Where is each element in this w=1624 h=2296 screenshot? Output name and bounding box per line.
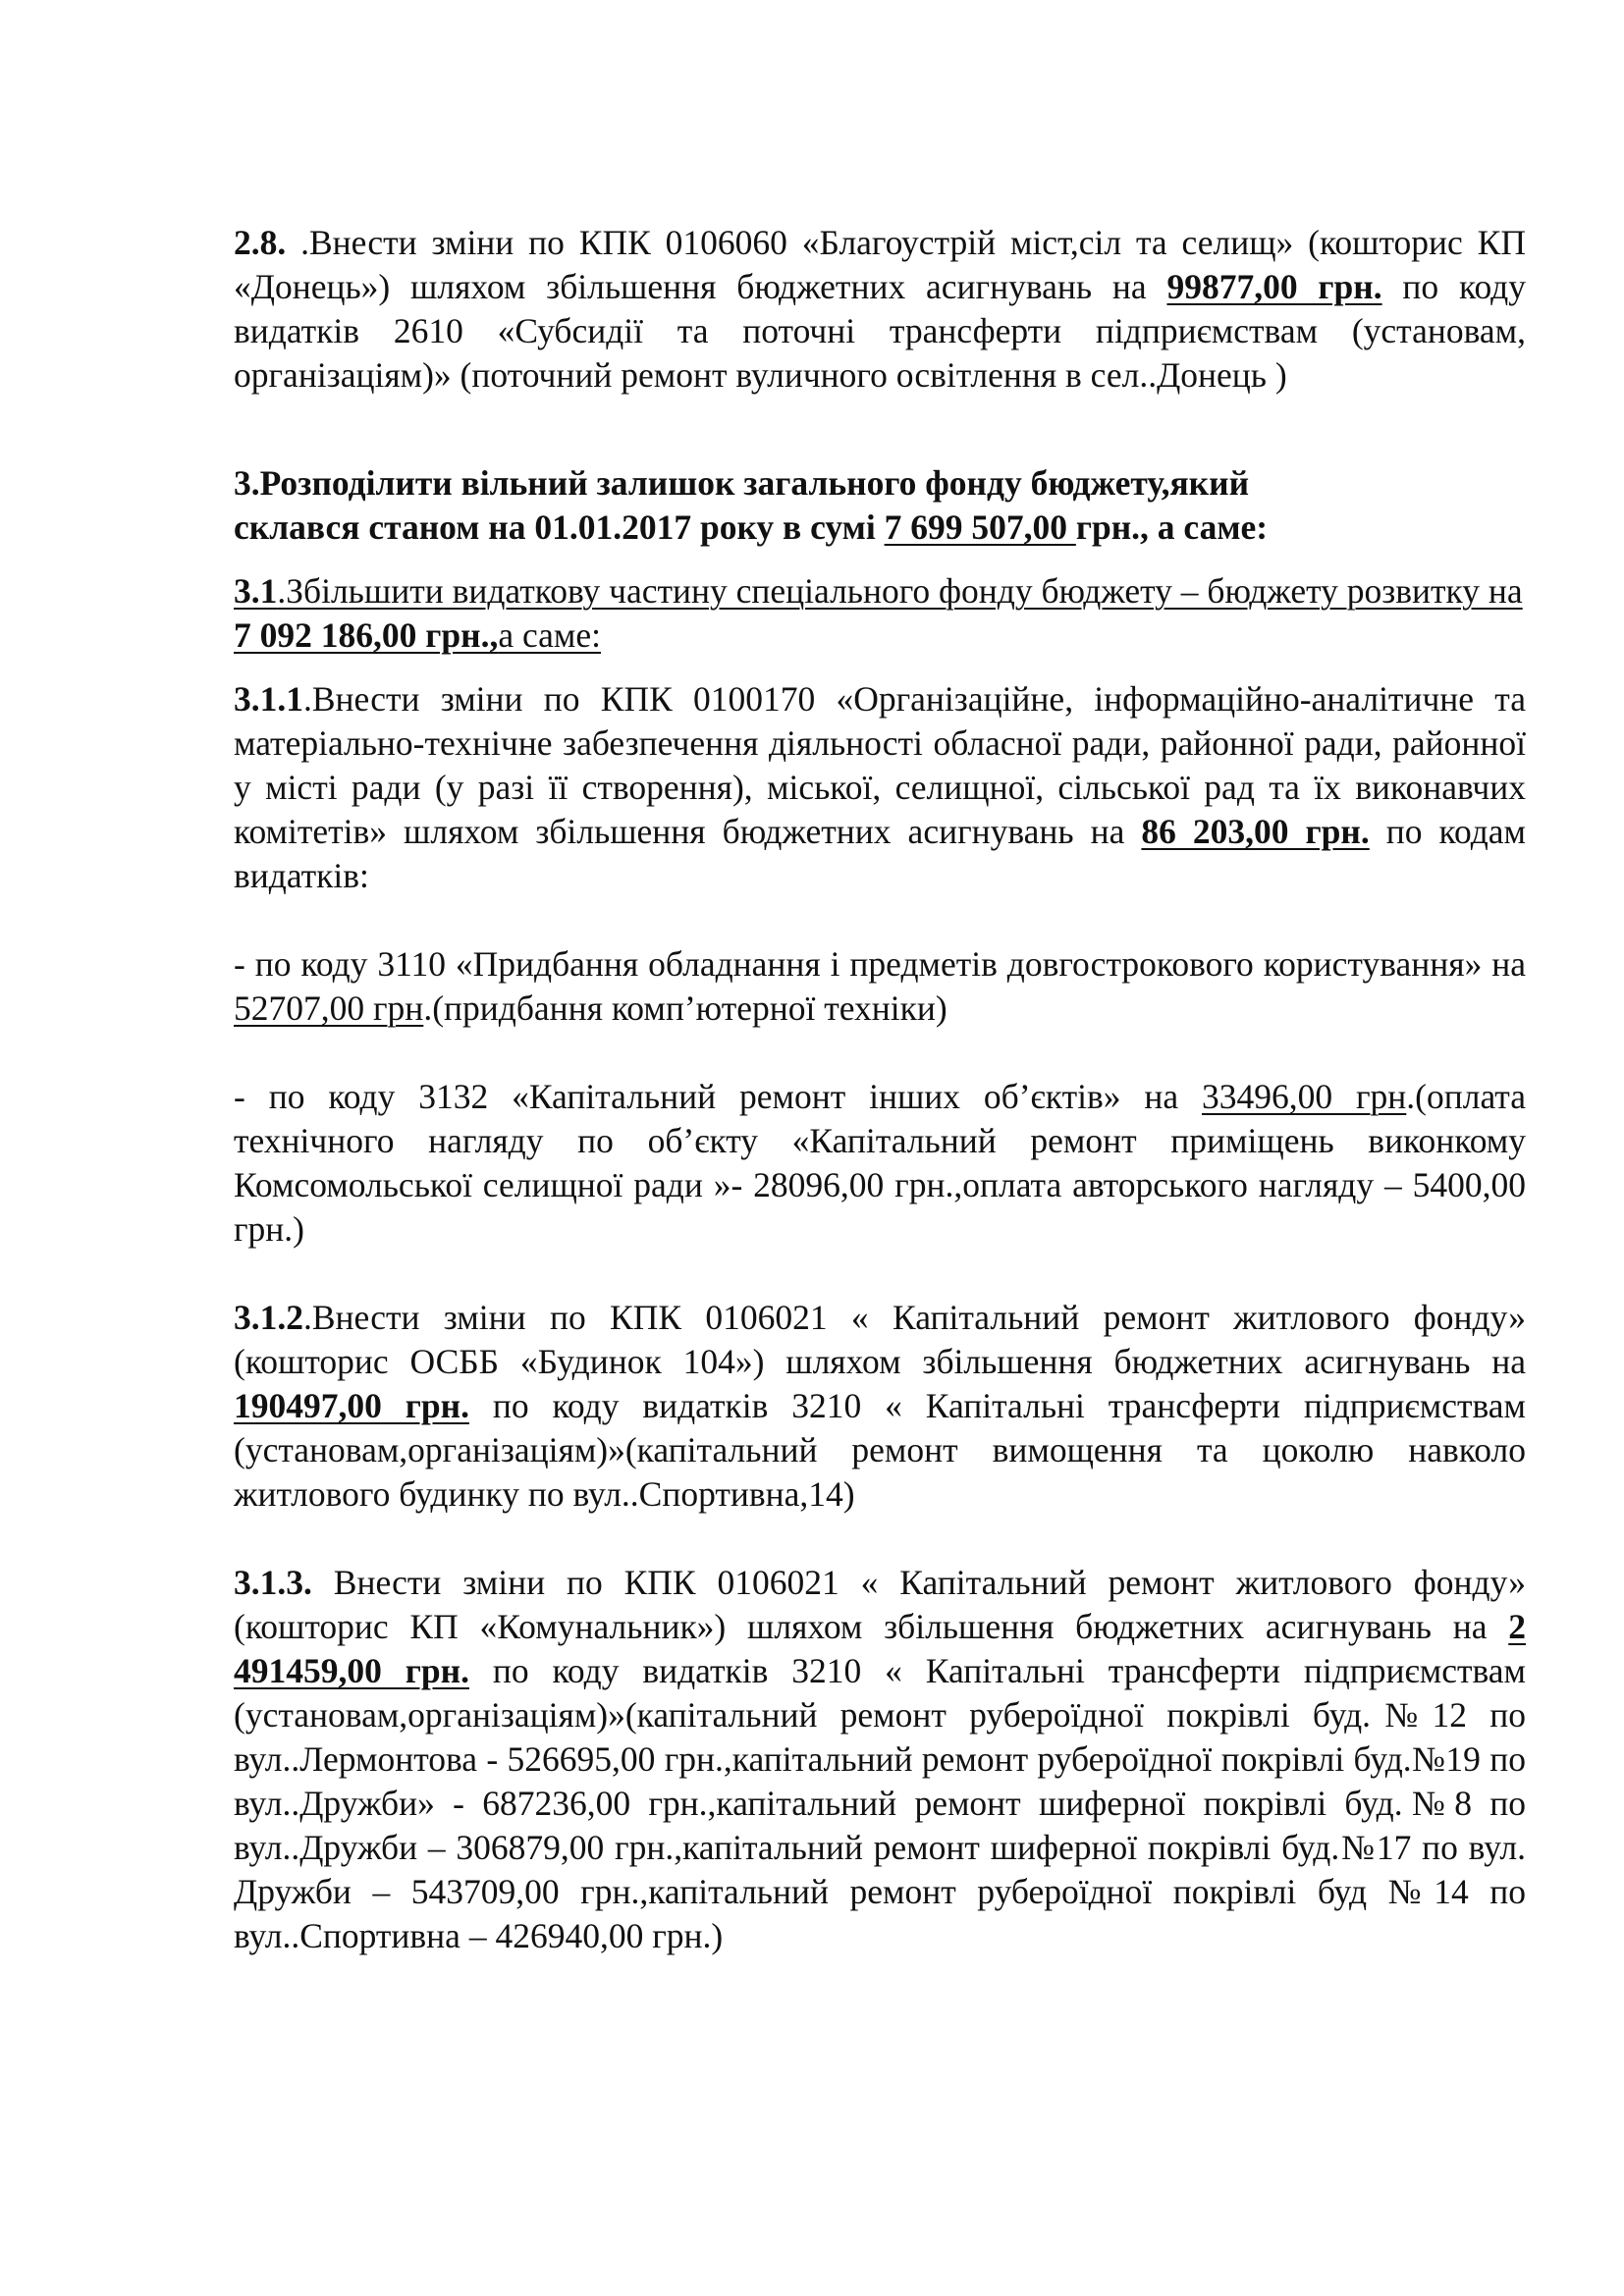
paragraph-3-1: [234, 569, 1526, 658]
list-item-code-3132: [234, 1075, 1526, 1252]
amount: 7 092 186,00 грн.,: [234, 615, 499, 655]
amount: 52707,00 грн: [234, 988, 424, 1028]
section-number: 3.1.3.: [234, 1563, 312, 1602]
paragraph-text: по коду видатків 2610 «Субсидії та поточні трансферти підприємствам (установам, організаціям)» (поточний ремонт вуличного освітлення в сел..Донець ): [234, 267, 1526, 395]
paragraph-3-1-2: [234, 1296, 1526, 1517]
amount: 86 203,00 грн.: [1141, 812, 1370, 851]
amount: 7 699 507,00: [884, 507, 1076, 547]
paragraph-3-1-3: [234, 1561, 1526, 1958]
section-number: 2.8.: [234, 223, 287, 262]
paragraph-text: по коду видатків 3210 « Капітальні трансферти підприємствам (установам,організаціям)»(капітальний ремонт рубероїдної покрівлі буд.№12 по вул..Лермонтова - 526695,00 грн.,капітальний ремонт рубероїдної покрівлі буд.№19 по вул..Дружби» - 687236,00 грн.,капітальний ремонт шиферної покрівлі буд.№8 по вул..Дружби – 306879,00 грн.,капітальний ремонт шиферної покрівлі буд.№17 по вул. Дружби – 543709,00 грн.,капітальний ремонт рубероїдної покрівлі буд №14 по вул..Спортивна – 426940,00 грн.): [234, 1651, 1526, 1955]
heading-line-2a: склався станом на 01.01.2017 року в сумі: [234, 507, 885, 547]
amount: 99877,00 грн.: [1166, 267, 1382, 306]
paragraph-text: Внести зміни по КПК 0106021 « Капітальний ремонт житлового фонду» (кошторис КП «Комунальник») шляхом збільшення бюджетних асигнувань на: [234, 1563, 1526, 1646]
heading-line-1: 3.Розподілити вільний залишок загального фонду бюджету,який: [234, 463, 1250, 503]
paragraph-text: по коду видатків 3210 « Капітальні трансферти підприємствам (установам,організаціям)»(капітальний ремонт вимощення та цоколю навколо житлового будинку по вул..Спортивна,14): [234, 1386, 1526, 1514]
list-item-code-3110: [234, 942, 1526, 1031]
item-text: .(оплата технічного нагляду по об’єкту «Капітальний ремонт приміщень виконкому Комсомольської селищної ради »- 28096,00 грн.,оплата авторського нагляду – 5400,00 грн.): [234, 1077, 1526, 1249]
paragraph-text: по кодам видатків:: [234, 812, 1526, 895]
amount: 33496,00 грн: [1201, 1077, 1407, 1116]
amount: 2 491459,00 грн.: [234, 1607, 1526, 1690]
paragraph-text: .Внести зміни по КПК 0106060 «Благоустрій міст,сіл та селищ» (кошторис КП «Донець») шляхом збільшення бюджетних асигнувань на: [234, 223, 1526, 306]
item-text: .(придбання комп’ютерної техніки): [423, 988, 947, 1028]
paragraph-text: .Внести зміни по КПК 0106021 « Капітальний ремонт житлового фонду» (кошторис ОСББ «Будинок 104») шляхом збільшення бюджетних асигнувань на: [234, 1298, 1526, 1381]
paragraph-text: а саме:: [498, 615, 601, 655]
item-text: - по коду 3132 «Капітальний ремонт інших об’єктів» на: [234, 1077, 1202, 1116]
amount: 190497,00 грн.: [234, 1386, 469, 1425]
paragraph-text: .Збільшити видаткову частину спеціального фонду бюджету – бюджету розвитку на: [277, 571, 1523, 611]
paragraph-text: .Внести зміни по КПК 0100170 «Організаційне, інформаційно-аналітичне та матеріально-технічне забезпечення діяльності обласної ради, районної ради, районної у місті ради (у разі її створення), міської, селищної, сільської рад та їх виконавчих комітетів» шляхом збільшення бюджетних асигнувань на: [234, 679, 1526, 851]
section-number: 3.1: [234, 571, 278, 611]
item-text: - по коду 3110 «Придбання обладнання і предметів довгострокового користування» на: [234, 944, 1526, 984]
heading-line-2b: грн., а саме:: [1075, 507, 1269, 547]
paragraph-3-1-1: [234, 677, 1526, 898]
section-number: 3.1.2: [234, 1298, 303, 1337]
paragraph-2-8: [234, 221, 1526, 398]
heading-section-3: [234, 461, 1526, 550]
document-page: [234, 221, 1526, 1958]
section-number: 3.1.1: [234, 679, 303, 719]
